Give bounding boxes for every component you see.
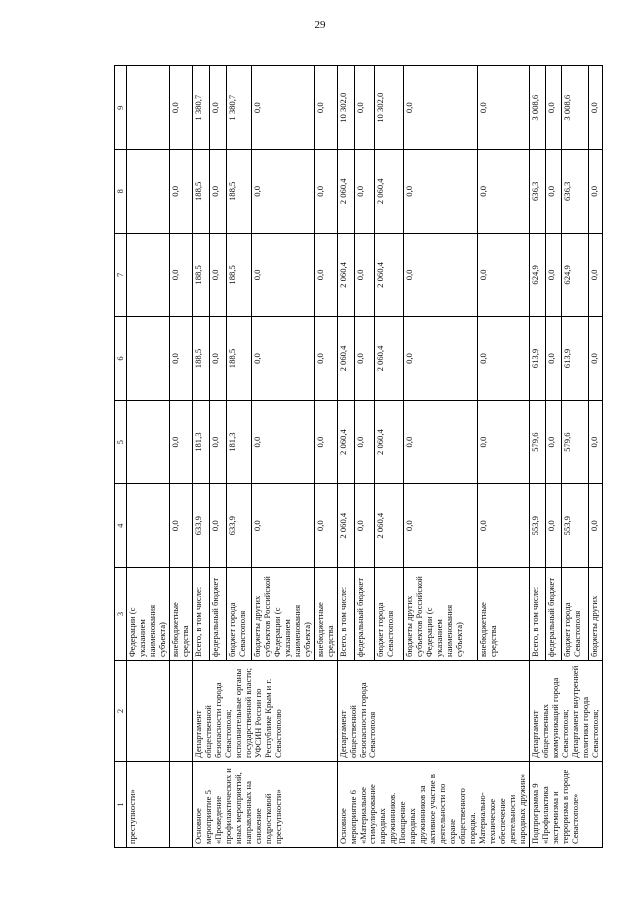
value-cell: 181,3 xyxy=(192,400,209,484)
value-cell: 0,0 xyxy=(588,400,602,484)
value-cell: 0,0 xyxy=(169,317,192,401)
header-cell: 4 xyxy=(115,484,127,568)
value-cell: 2 060,4 xyxy=(375,233,404,317)
value-cell: 188,5 xyxy=(192,150,209,234)
value-cell: 0,0 xyxy=(588,66,602,150)
value-cell: 0,0 xyxy=(209,400,226,484)
value-cell: 188,5 xyxy=(226,317,251,401)
executor-cell: Департамент общественных коммуникаций города Севастополя; Департамент внутренней политики города Севастополя; xyxy=(529,661,602,762)
value-cell: 0,0 xyxy=(169,66,192,150)
value-cell: 2 060,4 xyxy=(375,150,404,234)
value-cell: 10 302,0 xyxy=(337,66,355,150)
value-cell: 0,0 xyxy=(209,233,226,317)
value-cell: 0,0 xyxy=(478,484,530,568)
value-cell: 0,0 xyxy=(169,400,192,484)
program-cell xyxy=(169,762,192,848)
value-cell: 2 060,4 xyxy=(337,150,355,234)
header-cell: 7 xyxy=(115,233,127,317)
empty-cell xyxy=(127,150,170,234)
value-cell: 0,0 xyxy=(314,233,337,317)
value-cell: 0,0 xyxy=(169,484,192,568)
value-cell: 0,0 xyxy=(546,66,562,150)
value-cell: 0,0 xyxy=(314,400,337,484)
value-cell: 0,0 xyxy=(314,66,337,150)
value-cell: 0,0 xyxy=(314,150,337,234)
value-cell: 0,0 xyxy=(404,484,478,568)
source-cell: бюджеты других субъектов Российской Федерации (с указанием наименования субъекта) xyxy=(404,568,478,661)
value-cell: 2 060,4 xyxy=(337,317,355,401)
rotated-table-wrapper xyxy=(114,66,600,848)
page-number: 29 xyxy=(314,19,326,31)
source-cell: бюджет города Севастополя xyxy=(375,568,404,661)
header-row xyxy=(115,66,127,848)
value-cell: 0,0 xyxy=(588,150,602,234)
executor-cell: Департамент общественной безопасности города Севастополя xyxy=(337,661,529,762)
header-cell: 5 xyxy=(115,400,127,484)
source-cell: бюджеты других субъектов Российской Федерации (с указанием наименования субъекта) xyxy=(251,568,314,661)
value-cell: 0,0 xyxy=(251,233,314,317)
value-cell: 0,0 xyxy=(404,400,478,484)
value-cell: 188,5 xyxy=(192,233,209,317)
value-cell: 0,0 xyxy=(588,317,602,401)
source-cell: бюджет города Севастополя xyxy=(562,568,589,661)
value-cell: 553,9 xyxy=(529,484,545,568)
value-cell: 0,0 xyxy=(546,484,562,568)
value-cell: 1 380,7 xyxy=(192,66,209,150)
value-cell: 0,0 xyxy=(588,484,602,568)
value-cell: 0,0 xyxy=(478,66,530,150)
value-cell: 0,0 xyxy=(478,233,530,317)
table-row xyxy=(337,66,355,848)
value-cell: 579,6 xyxy=(529,400,545,484)
value-cell: 0,0 xyxy=(251,484,314,568)
value-cell: 0,0 xyxy=(546,150,562,234)
value-cell: 633,9 xyxy=(226,484,251,568)
header-cell: 1 xyxy=(115,762,127,848)
source-cell: федеральный бюджет xyxy=(546,568,562,661)
value-cell: 2 060,4 xyxy=(337,484,355,568)
value-cell: 0,0 xyxy=(546,400,562,484)
value-cell: 188,5 xyxy=(226,150,251,234)
value-cell: 0,0 xyxy=(404,317,478,401)
program-cell: Подпрограмма 9 «Профилактика экстремизма и терроризма в городе Севастополе» xyxy=(529,762,602,848)
source-cell: Федерации (с указанием наименования субъекта) xyxy=(127,568,170,661)
value-cell: 579,6 xyxy=(562,400,589,484)
empty-cell xyxy=(127,233,170,317)
value-cell: 0,0 xyxy=(404,233,478,317)
source-cell: федеральный бюджет xyxy=(209,568,226,661)
header-cell: 6 xyxy=(115,317,127,401)
program-cell: преступности» xyxy=(127,762,170,848)
source-cell: федеральный бюджет xyxy=(355,568,375,661)
value-cell: 0,0 xyxy=(355,233,375,317)
value-cell: 0,0 xyxy=(588,233,602,317)
value-cell: 0,0 xyxy=(209,484,226,568)
value-cell: 0,0 xyxy=(355,317,375,401)
value-cell: 0,0 xyxy=(404,66,478,150)
value-cell: 613,9 xyxy=(529,317,545,401)
value-cell: 0,0 xyxy=(478,150,530,234)
header-cell: 2 xyxy=(115,661,127,762)
source-cell: бюджеты других xyxy=(588,568,602,661)
source-cell: внебюджетные средства xyxy=(478,568,530,661)
program-cell: Основное мероприятие 5 «Проведение профилактических и иных мероприятий, направленных на снижение подростковой преступности» xyxy=(192,762,337,848)
source-cell: бюджет города Севастополя xyxy=(226,568,251,661)
table-row xyxy=(169,66,192,848)
header-cell: 8 xyxy=(115,150,127,234)
value-cell: 0,0 xyxy=(251,317,314,401)
budget-table-body xyxy=(115,66,603,848)
source-cell: внебюджетные средства xyxy=(169,568,192,661)
source-cell: Всего, в том числе: xyxy=(192,568,209,661)
value-cell: 1 380,7 xyxy=(226,66,251,150)
value-cell: 2 060,4 xyxy=(375,317,404,401)
value-cell: 3 008,6 xyxy=(562,66,589,150)
value-cell: 0,0 xyxy=(209,150,226,234)
empty-cell xyxy=(127,400,170,484)
executor-cell xyxy=(169,661,192,762)
value-cell: 181,3 xyxy=(226,400,251,484)
value-cell: 0,0 xyxy=(478,317,530,401)
value-cell: 624,9 xyxy=(529,233,545,317)
value-cell: 0,0 xyxy=(209,66,226,150)
value-cell: 0,0 xyxy=(355,66,375,150)
empty-cell xyxy=(127,317,170,401)
value-cell: 0,0 xyxy=(169,233,192,317)
program-cell: Основное мероприятие 6 «Материальное стимулирование народных дружинников. Поощрение народных дружинников за активное участие в деятельности по охране общественного порядка. Материально-техническое обеспечение деятельности народных дружин» xyxy=(337,762,529,848)
value-cell: 0,0 xyxy=(546,233,562,317)
value-cell: 0,0 xyxy=(251,400,314,484)
value-cell: 0,0 xyxy=(404,150,478,234)
executor-cell: Департамент общественной безопасности города Севастополя; исполнительные органы государственной власти; УФСИН России по Республике Крым и г. Севастополю xyxy=(192,661,337,762)
value-cell: 0,0 xyxy=(355,150,375,234)
executor-cell xyxy=(127,661,170,762)
source-cell: внебюджетные средства xyxy=(314,568,337,661)
value-cell: 633,9 xyxy=(192,484,209,568)
source-cell: Всего, в том числе: xyxy=(337,568,355,661)
value-cell: 188,5 xyxy=(226,233,251,317)
value-cell: 2 060,4 xyxy=(375,400,404,484)
budget-table xyxy=(114,65,603,848)
value-cell: 624,9 xyxy=(562,233,589,317)
value-cell: 0,0 xyxy=(478,400,530,484)
value-cell: 188,5 xyxy=(192,317,209,401)
value-cell: 0,0 xyxy=(314,484,337,568)
value-cell: 0,0 xyxy=(355,484,375,568)
value-cell: 10 302,0 xyxy=(375,66,404,150)
value-cell: 0,0 xyxy=(169,150,192,234)
value-cell: 2 060,4 xyxy=(375,484,404,568)
value-cell: 636,3 xyxy=(562,150,589,234)
continuation-row xyxy=(127,66,170,848)
value-cell: 0,0 xyxy=(314,317,337,401)
value-cell: 2 060,4 xyxy=(337,233,355,317)
value-cell: 0,0 xyxy=(209,317,226,401)
empty-cell xyxy=(127,66,170,150)
value-cell: 0,0 xyxy=(251,66,314,150)
value-cell: 613,9 xyxy=(562,317,589,401)
value-cell: 0,0 xyxy=(355,400,375,484)
value-cell: 3 008,6 xyxy=(529,66,545,150)
header-cell: 9 xyxy=(115,66,127,150)
value-cell: 0,0 xyxy=(251,150,314,234)
empty-cell xyxy=(127,484,170,568)
table-row xyxy=(529,66,545,848)
value-cell: 636,3 xyxy=(529,150,545,234)
table-row xyxy=(192,66,209,848)
source-cell: Всего, в том числе: xyxy=(529,568,545,661)
value-cell: 2 060,4 xyxy=(337,400,355,484)
value-cell: 553,9 xyxy=(562,484,589,568)
value-cell: 0,0 xyxy=(546,317,562,401)
header-cell: 3 xyxy=(115,568,127,661)
